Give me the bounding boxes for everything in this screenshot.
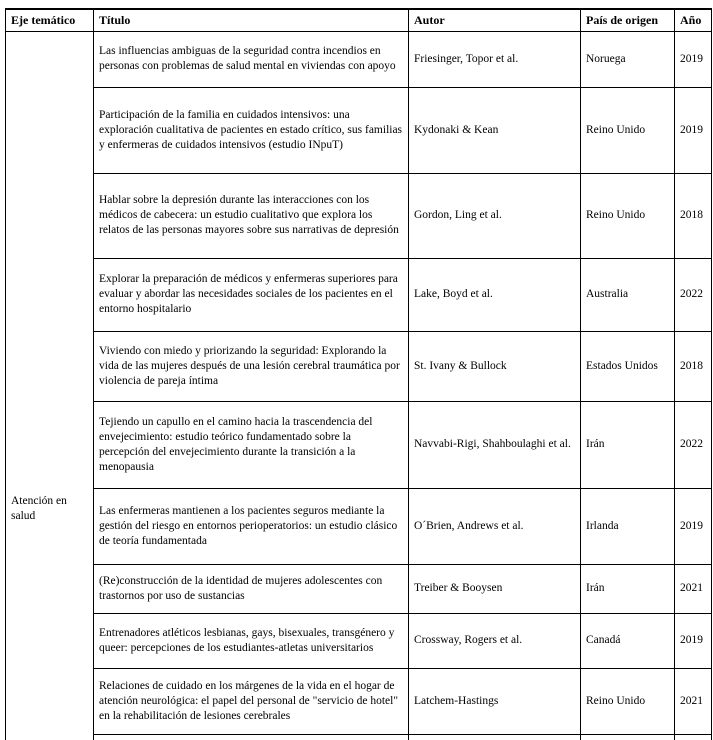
autor-cell: Navvabi-Rigi, Shahboulaghi et al. — [409, 401, 581, 488]
table-row — [6, 668, 712, 734]
pais-cell — [581, 734, 675, 740]
titulo-cell: Participación de la familia en cuidados intensivos: una exploración cualitativa de pacientes en estado crítico, sus familias y enfermeras de cuidados intensivos (estudio INpuT) — [94, 87, 409, 173]
autor-cell: Lake, Boyd et al. — [409, 258, 581, 331]
literature-review-table — [5, 8, 712, 740]
autor-cell: Gordon, Ling et al. — [409, 173, 581, 258]
autor-cell — [409, 734, 581, 740]
table-row — [6, 258, 712, 331]
table-row — [6, 613, 712, 668]
titulo-cell: Explorar la preparación de médicos y enfermeras superiores para evaluar y abordar las necesidades sociales de los pacientes en el entorno hospitalario — [94, 258, 409, 331]
anio-cell: 2018 — [675, 331, 712, 401]
pais-cell: Reino Unido — [581, 87, 675, 173]
eje-tematico-label: Atención en salud — [11, 494, 67, 522]
table-row — [6, 87, 712, 173]
titulo-cell: Entrenadores atléticos lesbianas, gays, bisexuales, transgénero y queer: percepciones de los estudiantes-atletas universitarios — [94, 613, 409, 668]
pais-cell: Irán — [581, 401, 675, 488]
anio-cell: 2022 — [675, 258, 712, 331]
pais-cell: Canadá — [581, 613, 675, 668]
pais-cell: Reino Unido — [581, 173, 675, 258]
autor-cell: Friesinger, Topor et al. — [409, 31, 581, 87]
header-titulo: Título — [94, 9, 409, 31]
table-header-row — [6, 9, 712, 31]
anio-cell: 2019 — [675, 31, 712, 87]
autor-cell: Crossway, Rogers et al. — [409, 613, 581, 668]
autor-cell: O´Brien, Andrews et al. — [409, 488, 581, 564]
table-row — [6, 31, 712, 87]
autor-cell: Latchem-Hastings — [409, 668, 581, 734]
anio-cell: 2021 — [675, 564, 712, 613]
header-eje-tematico: Eje temático — [6, 9, 94, 31]
header-pais-de-origen: País de origen — [581, 9, 675, 31]
eje-tematico-cell — [6, 31, 94, 740]
autor-cell: Kydonaki & Kean — [409, 87, 581, 173]
autor-cell: St. Ivany & Bullock — [409, 331, 581, 401]
titulo-cell — [94, 734, 409, 740]
header-anio: Año — [675, 9, 712, 31]
table-row-partial — [6, 734, 712, 740]
anio-cell: 2021 — [675, 668, 712, 734]
table-row — [6, 564, 712, 613]
pais-cell: Irlanda — [581, 488, 675, 564]
pais-cell: Estados Unidos — [581, 331, 675, 401]
pais-cell: Australia — [581, 258, 675, 331]
table-row — [6, 173, 712, 258]
header-autor: Autor — [409, 9, 581, 31]
table-row — [6, 401, 712, 488]
anio-cell: 2019 — [675, 87, 712, 173]
table-row — [6, 331, 712, 401]
anio-cell — [675, 734, 712, 740]
titulo-cell: Las influencias ambiguas de la seguridad contra incendios en personas con problemas de salud mental en viviendas con apoyo — [94, 31, 409, 87]
titulo-cell: Hablar sobre la depresión durante las interacciones con los médicos de cabecera: un estudio cualitativo que explora los relatos de las personas mayores sobre sus narrativas de depresión — [94, 173, 409, 258]
titulo-cell: Tejiendo un capullo en el camino hacia la trascendencia del envejecimiento: estudio teórico fundamentado sobre la percepción del envejecimiento durante la transición a la menopausia — [94, 401, 409, 488]
titulo-cell: Viviendo con miedo y priorizando la seguridad: Explorando la vida de las mujeres después de una lesión cerebral traumática por violencia de pareja íntima — [94, 331, 409, 401]
table-row — [6, 488, 712, 564]
titulo-cell: Las enfermeras mantienen a los pacientes seguros mediante la gestión del riesgo en entornos perioperatorios: un estudio clásico de teoría fundamentada — [94, 488, 409, 564]
autor-cell: Treiber & Booysen — [409, 564, 581, 613]
titulo-cell: Relaciones de cuidado en los márgenes de la vida en el hogar de atención neurológica: el papel del personal de "servicio de hotel" en la rehabilitación de lesiones cerebrales — [94, 668, 409, 734]
anio-cell: 2022 — [675, 401, 712, 488]
pais-cell: Reino Unido — [581, 668, 675, 734]
titulo-cell: (Re)construcción de la identidad de mujeres adolescentes con trastornos por uso de sustancias — [94, 564, 409, 613]
anio-cell: 2018 — [675, 173, 712, 258]
pais-cell: Irán — [581, 564, 675, 613]
anio-cell: 2019 — [675, 613, 712, 668]
anio-cell: 2019 — [675, 488, 712, 564]
pais-cell: Noruega — [581, 31, 675, 87]
